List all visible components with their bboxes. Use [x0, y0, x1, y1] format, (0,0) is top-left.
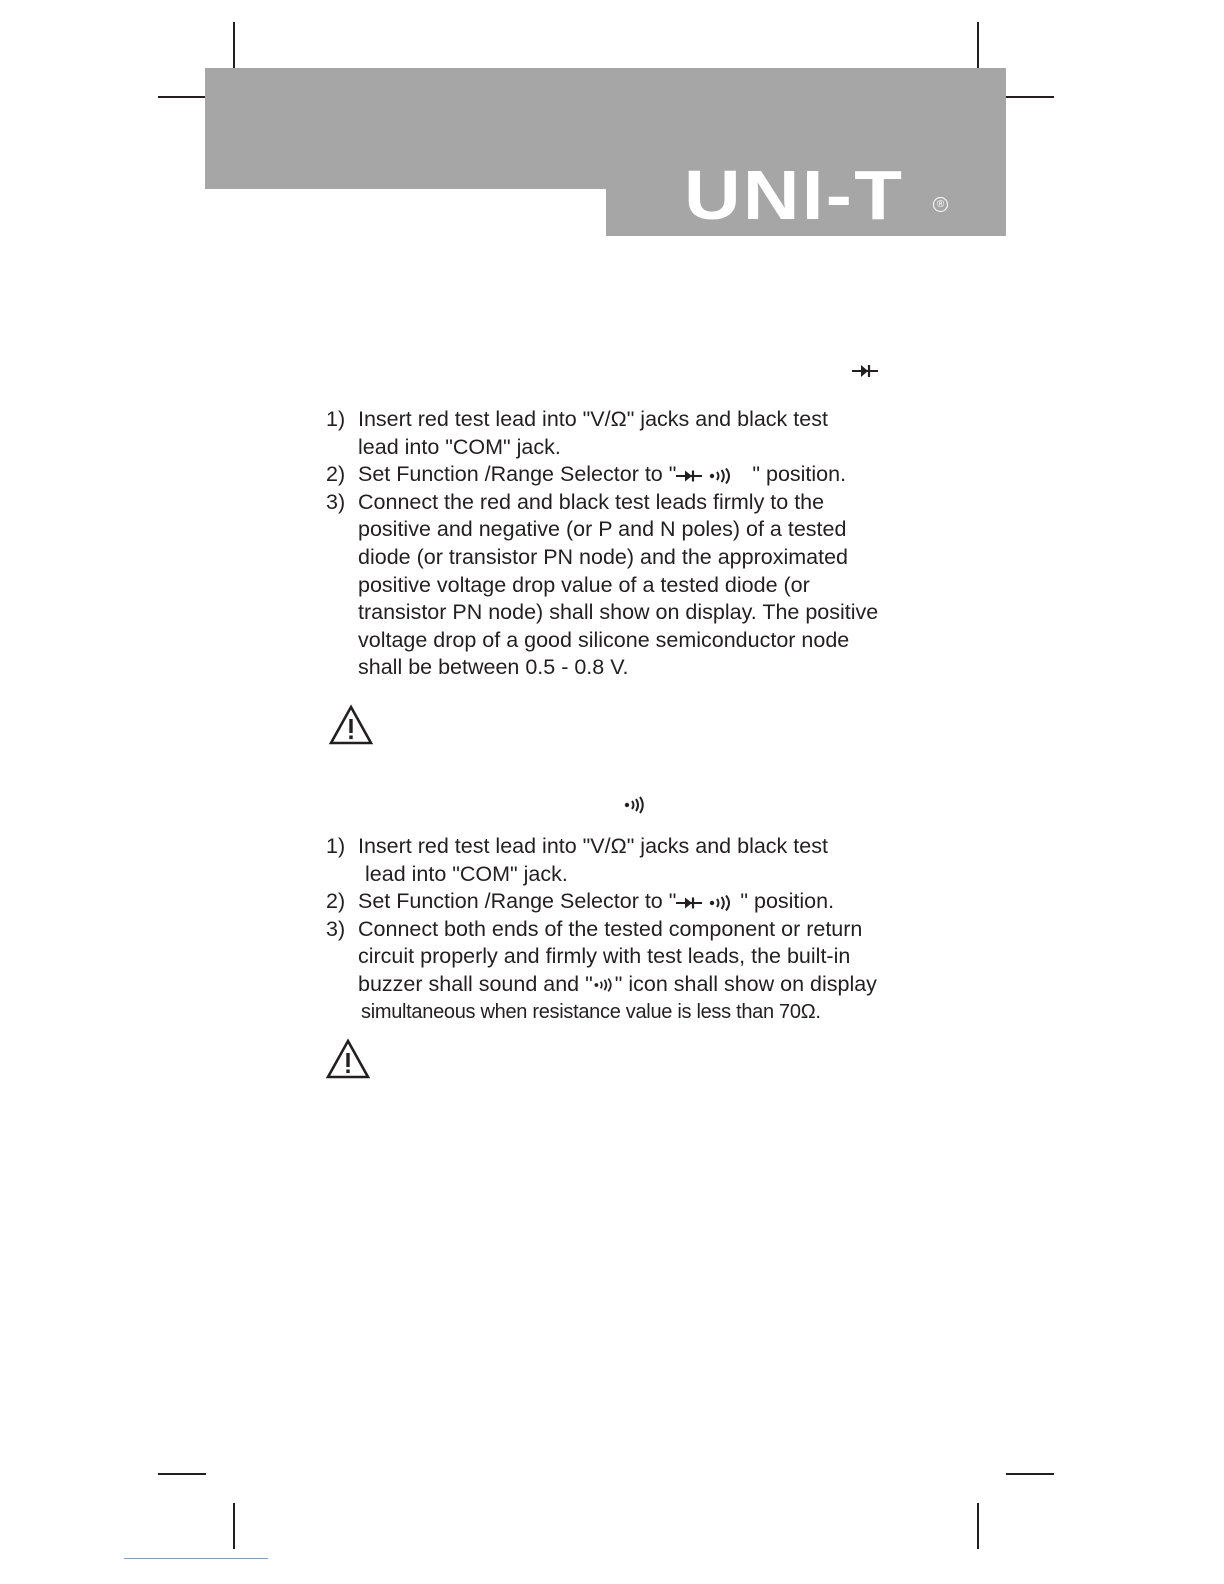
diode-icon — [676, 469, 702, 483]
step-number: 2) — [326, 889, 346, 914]
buzzer-icon — [708, 468, 734, 484]
page-link-underline — [124, 1558, 268, 1559]
brand-logo — [684, 150, 954, 234]
list-item — [326, 916, 877, 1026]
step-text: positive and negative (or P and N poles) of a tested — [358, 517, 847, 542]
diode-icon — [852, 363, 878, 379]
step-text: Set Function /Range Selector to " " position. — [358, 889, 835, 914]
step-text: lead into "COM" jack. — [365, 861, 568, 886]
crop-mark — [158, 1473, 206, 1475]
buzzer-icon — [708, 895, 734, 911]
step-text: circuit properly and firmly with test leads, the built-in — [358, 944, 851, 969]
step-number: 1) — [326, 407, 346, 431]
crop-mark — [977, 1503, 979, 1549]
diode-icon — [676, 896, 702, 910]
step-text: Connect both ends of the tested component or return — [358, 916, 863, 941]
crop-mark — [158, 96, 206, 98]
continuity-steps — [326, 833, 877, 1026]
step-text: shall be between 0.5 - 0.8 V. — [358, 655, 629, 680]
step-number: 3) — [326, 916, 346, 941]
step-text: positive voltage drop value of a tested diode (or — [358, 572, 810, 597]
step-text: Insert red test lead into "V/Ω" jacks and black test — [358, 407, 828, 431]
crop-mark — [233, 22, 235, 68]
warning-triangle-icon — [328, 704, 374, 746]
crop-mark — [1006, 1473, 1054, 1475]
step-number: 2) — [326, 462, 346, 487]
crop-mark — [233, 1503, 235, 1549]
diode-steps — [326, 406, 878, 682]
buzzer-icon — [593, 977, 615, 993]
list-item — [326, 888, 877, 916]
step-text: transistor PN node) shall show on display. The positive — [358, 600, 879, 625]
brand-logo-text: UNI-T — [684, 156, 905, 234]
list-item — [326, 833, 877, 888]
step-text: voltage drop of a good silicone semiconductor node — [358, 627, 850, 652]
registered-mark: ® — [933, 197, 948, 212]
list-item — [326, 461, 878, 489]
step-text: Connect the red and black test leads firmly to the — [358, 489, 825, 514]
warning-triangle-icon — [325, 1038, 371, 1080]
ohm-symbol: Ω — [610, 407, 627, 431]
crop-mark — [977, 22, 979, 68]
step-number: 3) — [326, 489, 346, 514]
step-text: simultaneous when resistance value is less than 70Ω. — [361, 1000, 821, 1023]
step-text: Insert red test lead into "V/Ω" jacks and black test — [358, 834, 828, 858]
crop-mark — [1006, 96, 1054, 98]
buzzer-icon — [624, 796, 646, 814]
step-number: 1) — [326, 834, 346, 858]
step-text: diode (or transistor PN node) and the approximated — [358, 544, 848, 569]
list-item — [326, 489, 878, 682]
step-text: lead into "COM" jack. — [358, 434, 561, 459]
ohm-symbol: Ω — [610, 834, 627, 858]
step-text: Set Function /Range Selector to " " position. — [358, 462, 847, 487]
ohm-symbol: Ω — [800, 1000, 816, 1023]
list-item — [326, 406, 878, 461]
step-text: buzzer shall sound and " " icon shall show on display — [358, 971, 877, 996]
